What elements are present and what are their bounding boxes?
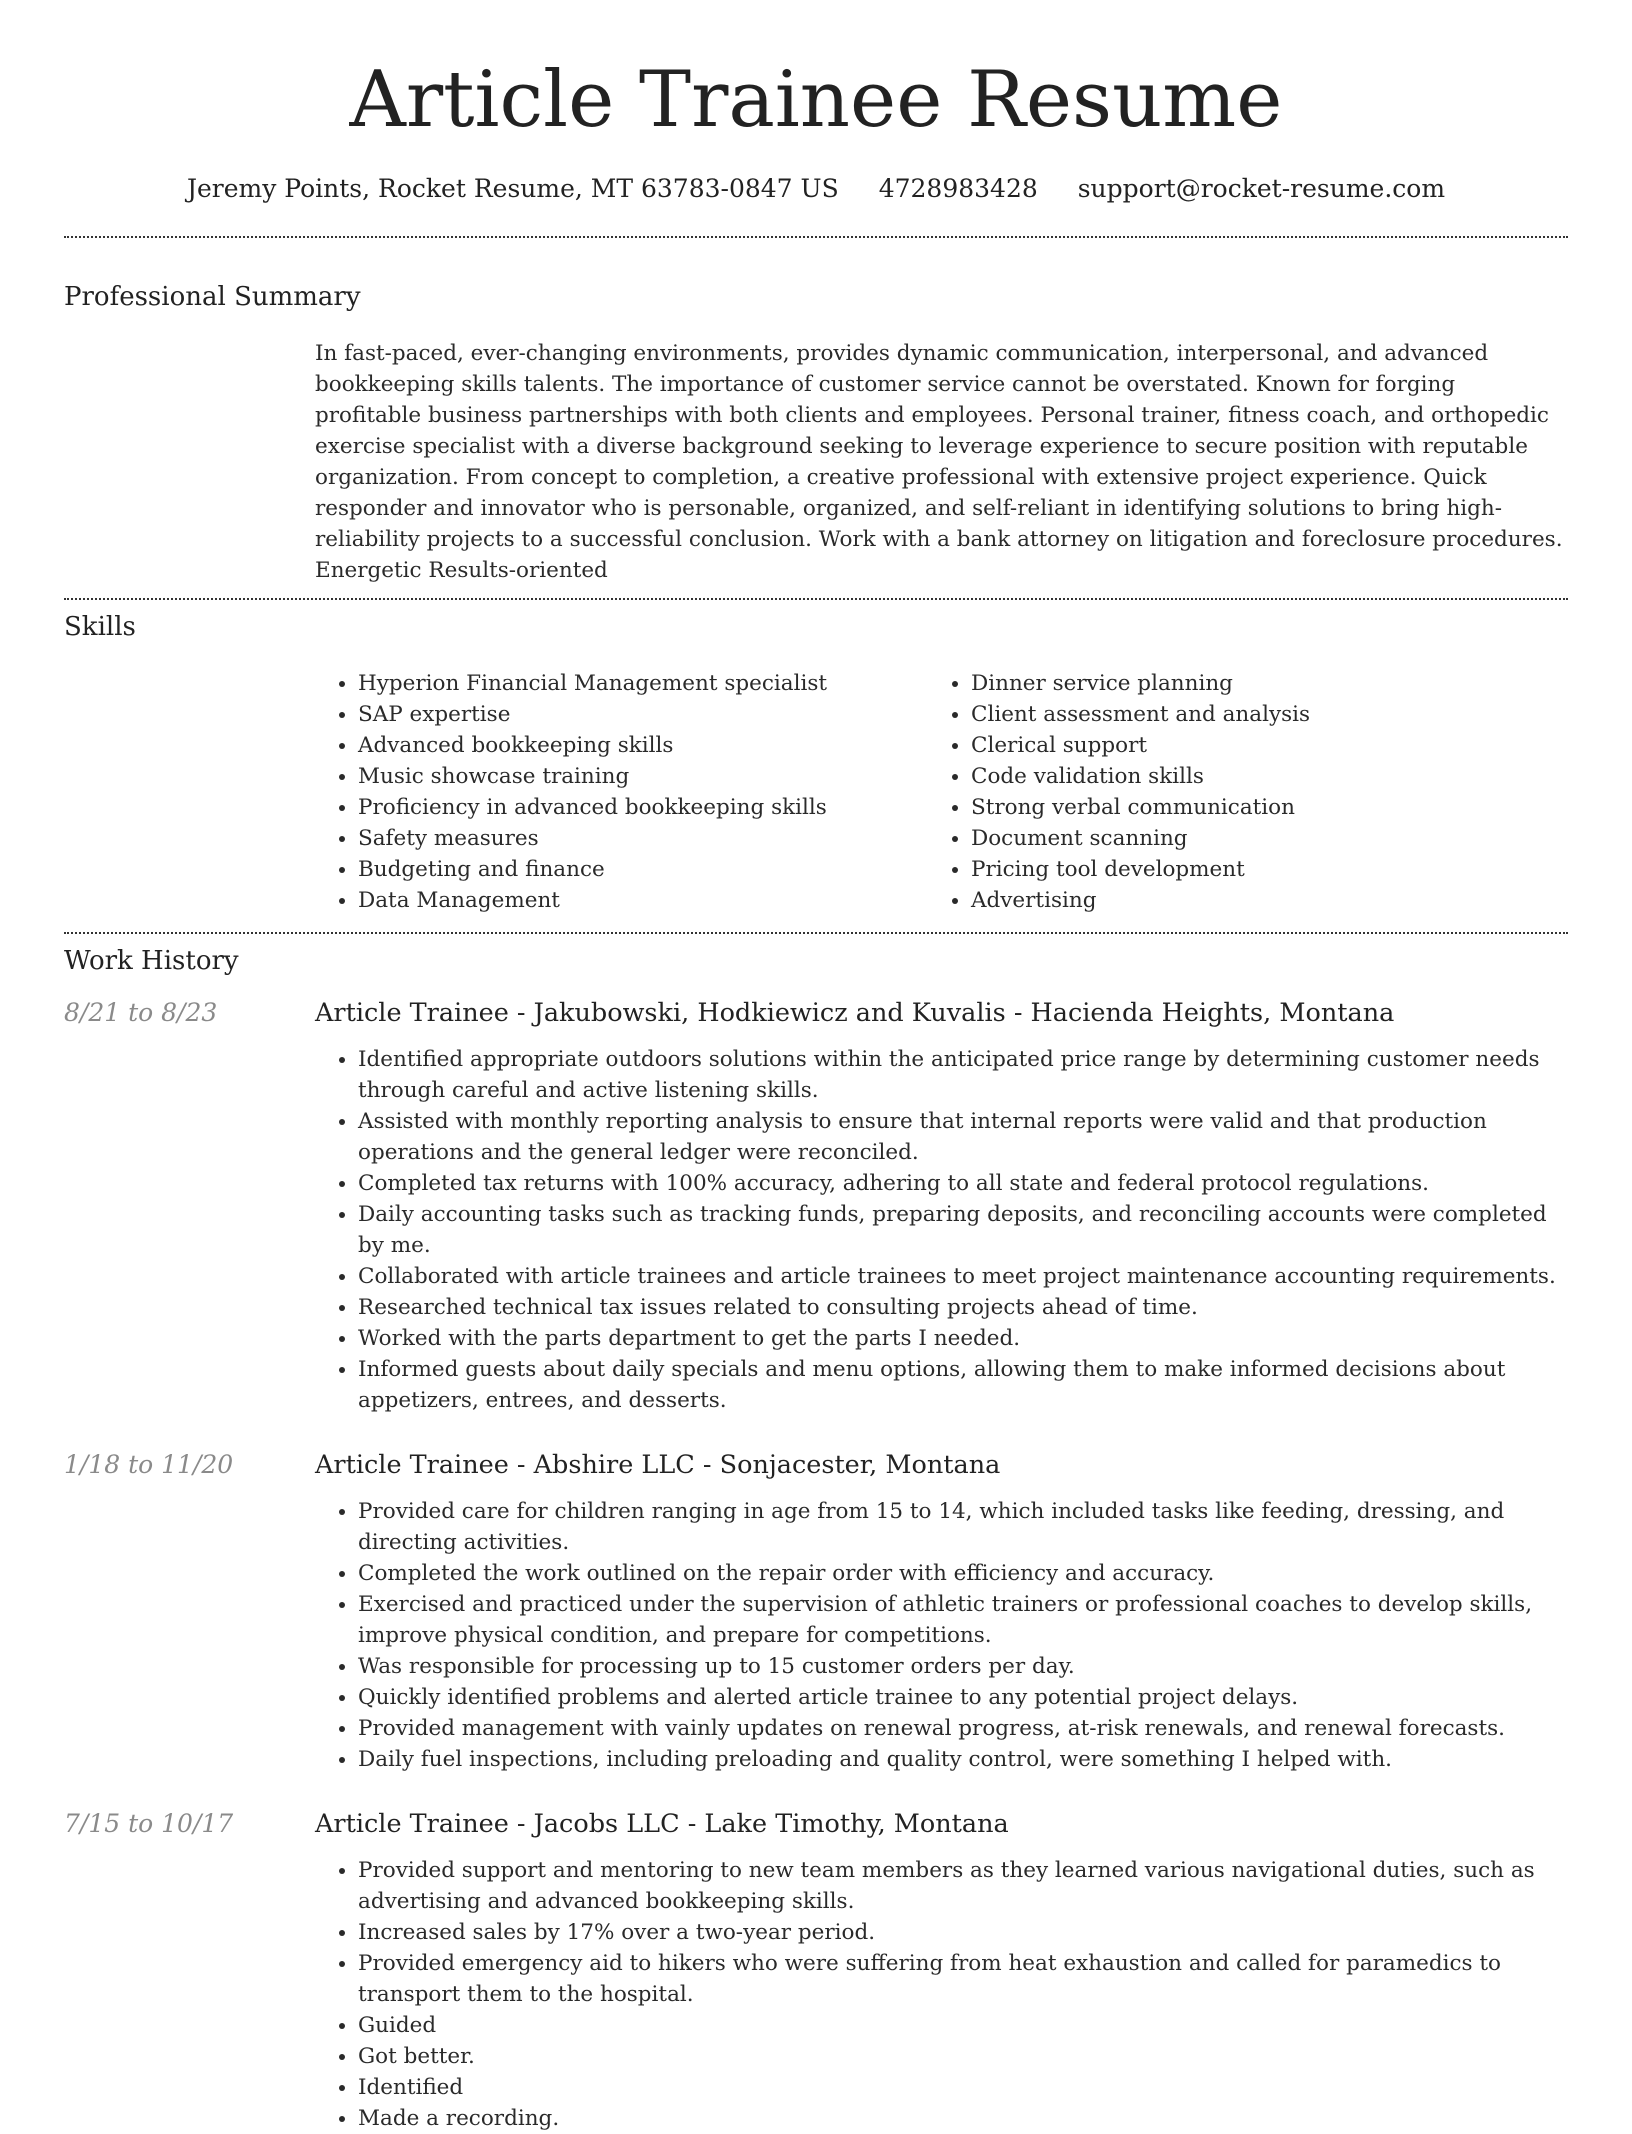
job-bullet: • Was responsible for processing up to 15 customer orders per day. bbox=[358, 1651, 1568, 1682]
job-bullet: • Worked with the parts department to get the parts I needed. bbox=[358, 1323, 1568, 1354]
skill-item: • Advertising bbox=[971, 885, 1310, 916]
contact-email: support@rocket-resume.com bbox=[1077, 174, 1446, 203]
skill-item: • Document scanning bbox=[971, 823, 1310, 854]
section-divider bbox=[64, 932, 1568, 934]
job-bullets bbox=[315, 1044, 1568, 1416]
work-history-heading: Work History bbox=[64, 946, 239, 976]
skills-list bbox=[315, 668, 1568, 916]
skills-column-right bbox=[928, 668, 1310, 916]
skill-item: • Clerical support bbox=[971, 730, 1310, 761]
job-bullet: • Made a recording. bbox=[358, 2103, 1568, 2134]
skill-item: • Data Management bbox=[358, 885, 928, 916]
job-body bbox=[315, 996, 1568, 1416]
job-bullet: • Provided management with vainly updates on renewal progress, at-risk renewals, and renewal forecasts. bbox=[358, 1713, 1568, 1744]
job-entry bbox=[64, 1448, 1568, 1775]
job-bullet: • Researched technical tax issues related to consulting projects ahead of time. bbox=[358, 1292, 1568, 1323]
job-bullet: • Got better. bbox=[358, 2041, 1568, 2072]
job-title: Article Trainee - Jakubowski, Hodkiewicz and Kuvalis - Hacienda Heights, Montana bbox=[315, 998, 1395, 1028]
summary-text: In fast-paced, ever-changing environments, provides dynamic communication, interpersonal, and advanced bookkeeping skills talents. The importance of customer service cannot be overstated. Known for forging profitable business partnerships with both clients and employees. Personal trainer, fitness coach, and orthopedic exercise specialist with a diverse background seeking to leverage experience to secure position with reputable organization. From concept to completion, a creative professional with extensive project experience. Quick responder and innovator who is personable, organized, and self-reliant in identifying solutions to bring high-reliability projects to a successful conclusion. Work with a bank attorney on litigation and foreclosure procedures. Energetic Results-oriented bbox=[315, 341, 1563, 583]
resume-title: Article Trainee Resume bbox=[349, 55, 1283, 145]
job-entry bbox=[64, 1807, 1568, 2134]
job-bullet: • Collaborated with article trainees and article trainees to meet project maintenance accounting requirements. bbox=[358, 1261, 1568, 1292]
skill-item: • Proficiency in advanced bookkeeping skills bbox=[358, 792, 928, 823]
skill-item: • Music showcase training bbox=[358, 761, 928, 792]
job-entry bbox=[64, 996, 1568, 1416]
job-bullet: • Daily accounting tasks such as tracking funds, preparing deposits, and reconciling accounts were completed by me. bbox=[358, 1199, 1568, 1261]
job-title: Article Trainee - Jacobs LLC - Lake Timothy, Montana bbox=[315, 1809, 1009, 1839]
job-dates: 8/21 to 8/23 bbox=[64, 998, 218, 1027]
job-bullet: • Provided support and mentoring to new team members as they learned various navigational duties, such as advertising and advanced bookkeeping skills. bbox=[358, 1855, 1568, 1917]
section-divider bbox=[64, 236, 1568, 238]
job-bullet: • Informed guests about daily specials and menu options, allowing them to make informed decisions about appetizers, entrees, and desserts. bbox=[358, 1354, 1568, 1416]
contact-phone: 4728983428 bbox=[878, 174, 1038, 203]
skill-item: • Budgeting and finance bbox=[358, 854, 928, 885]
job-body bbox=[315, 1807, 1568, 2134]
job-bullet: • Quickly identified problems and alerted article trainee to any potential project delays. bbox=[358, 1682, 1568, 1713]
job-bullet: • Provided emergency aid to hikers who were suffering from heat exhaustion and called for paramedics to transport them to the hospital. bbox=[358, 1948, 1568, 2010]
summary-heading: Professional Summary bbox=[64, 282, 361, 312]
skills-heading: Skills bbox=[64, 612, 136, 642]
job-bullet: • Completed the work outlined on the repair order with efficiency and accuracy. bbox=[358, 1558, 1568, 1589]
job-bullet: • Increased sales by 17% over a two-year period. bbox=[358, 1917, 1568, 1948]
skill-item: • Client assessment and analysis bbox=[971, 699, 1310, 730]
job-title: Article Trainee - Abshire LLC - Sonjacester, Montana bbox=[315, 1450, 1001, 1480]
job-bullets bbox=[315, 1855, 1568, 2134]
job-bullets bbox=[315, 1496, 1568, 1775]
job-bullet: • Completed tax returns with 100% accuracy, adhering to all state and federal protocol regulations. bbox=[358, 1168, 1568, 1199]
skill-item: • SAP expertise bbox=[358, 699, 928, 730]
job-bullet: • Identified bbox=[358, 2072, 1568, 2103]
contact-address: Jeremy Points, Rocket Resume, MT 63783-0847 US bbox=[186, 174, 839, 203]
skill-item: • Hyperion Financial Management specialist bbox=[358, 668, 928, 699]
skills-column-left bbox=[315, 668, 928, 916]
skill-item: • Code validation skills bbox=[971, 761, 1310, 792]
skill-item: • Pricing tool development bbox=[971, 854, 1310, 885]
job-body bbox=[315, 1448, 1568, 1775]
contact-line bbox=[64, 172, 1568, 206]
skill-item: • Dinner service planning bbox=[971, 668, 1310, 699]
job-dates: 1/18 to 11/20 bbox=[64, 1450, 234, 1479]
job-bullet: • Provided care for children ranging in age from 15 to 14, which included tasks like feeding, dressing, and directing activities. bbox=[358, 1496, 1568, 1558]
section-divider bbox=[64, 598, 1568, 600]
job-bullet: • Daily fuel inspections, including preloading and quality control, were something I helped with. bbox=[358, 1744, 1568, 1775]
job-bullet: • Exercised and practiced under the supervision of athletic trainers or professional coaches to develop skills, improve physical condition, and prepare for competitions. bbox=[358, 1589, 1568, 1651]
job-bullet: • Identified appropriate outdoors solutions within the anticipated price range by determining customer needs through careful and active listening skills. bbox=[358, 1044, 1568, 1106]
skill-item: • Advanced bookkeeping skills bbox=[358, 730, 928, 761]
job-bullet: • Assisted with monthly reporting analysis to ensure that internal reports were valid and that production operations and the general ledger were reconciled. bbox=[358, 1106, 1568, 1168]
skill-item: • Strong verbal communication bbox=[971, 792, 1310, 823]
skill-item: • Safety measures bbox=[358, 823, 928, 854]
job-dates: 7/15 to 10/17 bbox=[64, 1809, 234, 1838]
job-bullet: • Guided bbox=[358, 2010, 1568, 2041]
